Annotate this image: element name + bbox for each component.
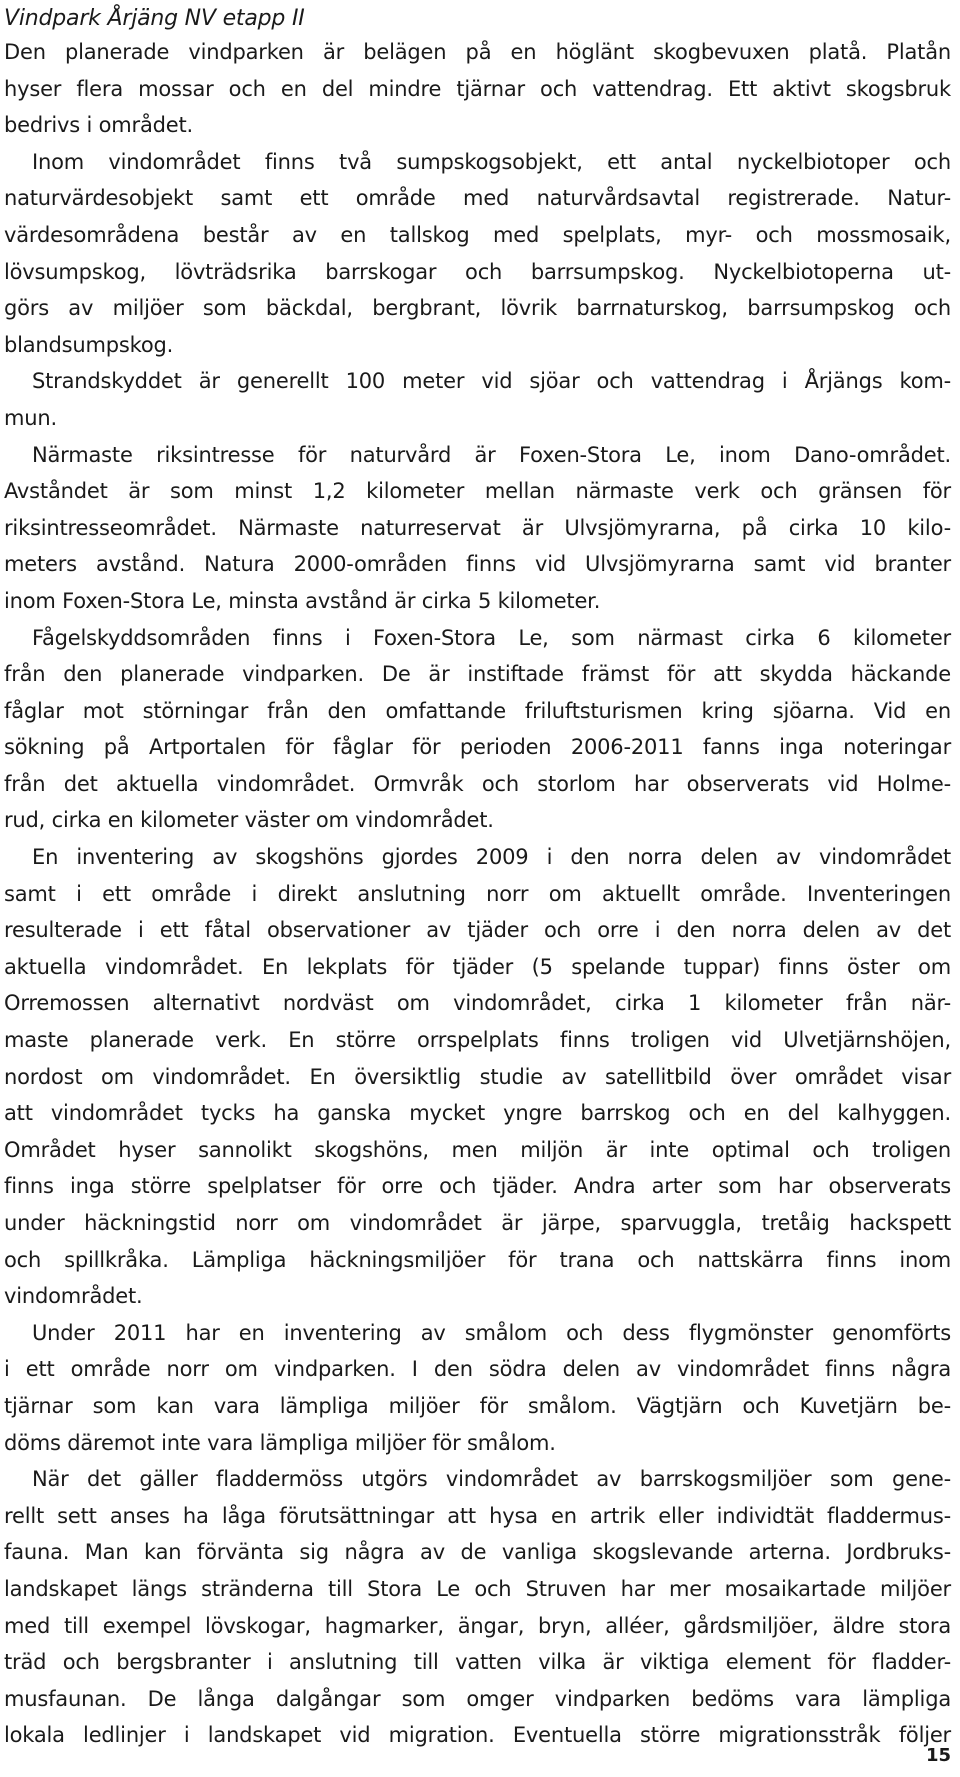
text-line: med till exempel lövskogar, hagmarker, ängar, bryn, alléer, gårdsmiljöer, äldre stora bbox=[4, 1613, 951, 1638]
text-line: Strandskyddet är generellt 100 meter vid sjöar och vattendrag i Årjängs kom- bbox=[32, 369, 951, 394]
text-line: inom Foxen-Stora Le, minsta avstånd är cirka 5 kilometer. bbox=[4, 588, 601, 613]
text-line: landskapet längs stränderna till Stora Le och Struven har mer mosaikartade miljöer bbox=[4, 1576, 951, 1601]
text-line: från den planerade vindparken. De är instiftade främst för att skydda häckande bbox=[4, 662, 951, 687]
body-text bbox=[4, 34, 951, 1754]
text-line: att vindområdet tycks ha ganska mycket yngre barrskog och en del kalhyggen. bbox=[4, 1101, 951, 1126]
text-line: Fågelskyddsområden finns i Foxen-Stora Le, som närmast cirka 6 kilometer bbox=[32, 625, 951, 650]
text-line: och spillkråka. Lämpliga häckningsmiljöer för trana och nattskärra finns inom bbox=[4, 1247, 951, 1272]
text-line: lövsumpskog, lövträdsrika barrskogar och barrsumpskog. Nyckelbiotoperna ut- bbox=[4, 259, 951, 284]
text-line: maste planerade verk. En större orrspelplats finns troligen vid Ulvetjärnshöjen, bbox=[4, 1028, 951, 1053]
text-line: lokala ledlinjer i landskapet vid migration. Eventuella större migrationsstråk följer bbox=[4, 1723, 951, 1748]
text-line: fåglar mot störningar från den omfattande friluftsturismen kring sjöarna. Vid en bbox=[4, 698, 951, 723]
text-line: resulterade i ett fåtal observationer av tjäder och orre i den norra delen av det bbox=[4, 918, 951, 943]
text-line: träd och bergsbranter i anslutning till vatten vilka är viktiga element för fladder- bbox=[4, 1650, 951, 1675]
text-line: görs av miljöer som bäckdal, bergbrant, lövrik barrnaturskog, barrsumpskog och bbox=[4, 296, 951, 321]
section-title: Vindpark Årjäng NV etapp II bbox=[4, 6, 305, 31]
text-line: Inom vindområdet finns två sumpskogsobjekt, ett antal nyckelbiotoper och bbox=[32, 149, 951, 174]
text-line: En inventering av skogshöns gjordes 2009 i den norra delen av vindområdet bbox=[32, 845, 951, 870]
text-line: vindområdet. bbox=[4, 1284, 143, 1309]
text-line: mun. bbox=[4, 405, 57, 430]
text-line: Avståndet är som minst 1,2 kilometer mellan närmaste verk och gränsen för bbox=[4, 479, 951, 504]
text-line: Närmaste riksintresse för naturvård är Foxen-Stora Le, inom Dano-området. bbox=[32, 442, 951, 467]
text-line: meters avstånd. Natura 2000-områden finns vid Ulvsjömyrarna samt vid branter bbox=[4, 552, 951, 577]
text-line: Under 2011 har en inventering av smålom och dess flygmönster genomförts bbox=[32, 1320, 951, 1345]
text-line: i ett område norr om vindparken. I den södra delen av vindområdet finns några bbox=[4, 1357, 951, 1382]
text-line: naturvärdesobjekt samt ett område med naturvårdsavtal registrerade. Natur- bbox=[4, 186, 951, 211]
text-line: döms däremot inte vara lämpliga miljöer för smålom. bbox=[4, 1430, 556, 1455]
text-line: tjärnar som kan vara lämpliga miljöer för smålom. Vägtjärn och Kuvetjärn be- bbox=[4, 1393, 951, 1418]
text-line: aktuella vindområdet. En lekplats för tjäder (5 spelande tuppar) finns öster om bbox=[4, 954, 951, 979]
text-line: rud, cirka en kilometer väster om vindområdet. bbox=[4, 808, 494, 833]
text-line: värdesområdena består av en tallskog med spelplats, myr- och mossmosaik, bbox=[4, 222, 951, 247]
text-line: Den planerade vindparken är belägen på en höglänt skogbevuxen platå. Platån bbox=[4, 40, 951, 64]
text-line: under häckningstid norr om vindområdet är järpe, sparvuggla, tretåig hackspett bbox=[4, 1211, 951, 1235]
text-line: sökning på Artportalen för fåglar för perioden 2006-2011 fanns inga noteringar bbox=[4, 735, 951, 760]
text-line: blandsumpskog. bbox=[4, 332, 174, 357]
text-line: riksintresseområdet. Närmaste naturreservat är Ulvsjömyrarna, på cirka 10 kilo- bbox=[4, 515, 951, 540]
text-line: Området hyser sannolikt skogshöns, men miljön är inte optimal och troligen bbox=[4, 1137, 951, 1162]
text-line: nordost om vindområdet. En översiktlig studie av satellitbild över området visar bbox=[4, 1064, 951, 1089]
text-line: hyser flera mossar och en del mindre tjärnar och vattendrag. Ett aktivt skogsbruk bbox=[4, 76, 951, 101]
text-line: När det gäller fladdermöss utgörs vindområdet av barrskogsmiljöer som gene- bbox=[32, 1467, 951, 1492]
text-line: rellt sett anses ha låga förutsättningar att hysa en artrik eller individtät fladdermus- bbox=[4, 1503, 951, 1528]
text-line: från det aktuella vindområdet. Ormvråk och storlom har observerats vid Holme- bbox=[4, 771, 951, 796]
text-line: musfaunan. De långa dalgångar som omger vindparken bedöms vara lämpliga bbox=[4, 1686, 951, 1711]
text-line: fauna. Man kan förvänta sig några av de vanliga skogslevande arterna. Jordbruks- bbox=[4, 1540, 951, 1565]
text-line: samt i ett område i direkt anslutning norr om aktuellt område. Inventeringen bbox=[4, 881, 951, 906]
text-line: finns inga större spelplatser för orre och tjäder. Andra arter som har observerats bbox=[4, 1174, 951, 1199]
text-line: Orremossen alternativt nordväst om vindområdet, cirka 1 kilometer från när- bbox=[4, 991, 951, 1016]
page-number: 15 bbox=[925, 1745, 951, 1766]
document-page bbox=[4, 0, 951, 1754]
text-line: bedrivs i området. bbox=[4, 113, 193, 138]
